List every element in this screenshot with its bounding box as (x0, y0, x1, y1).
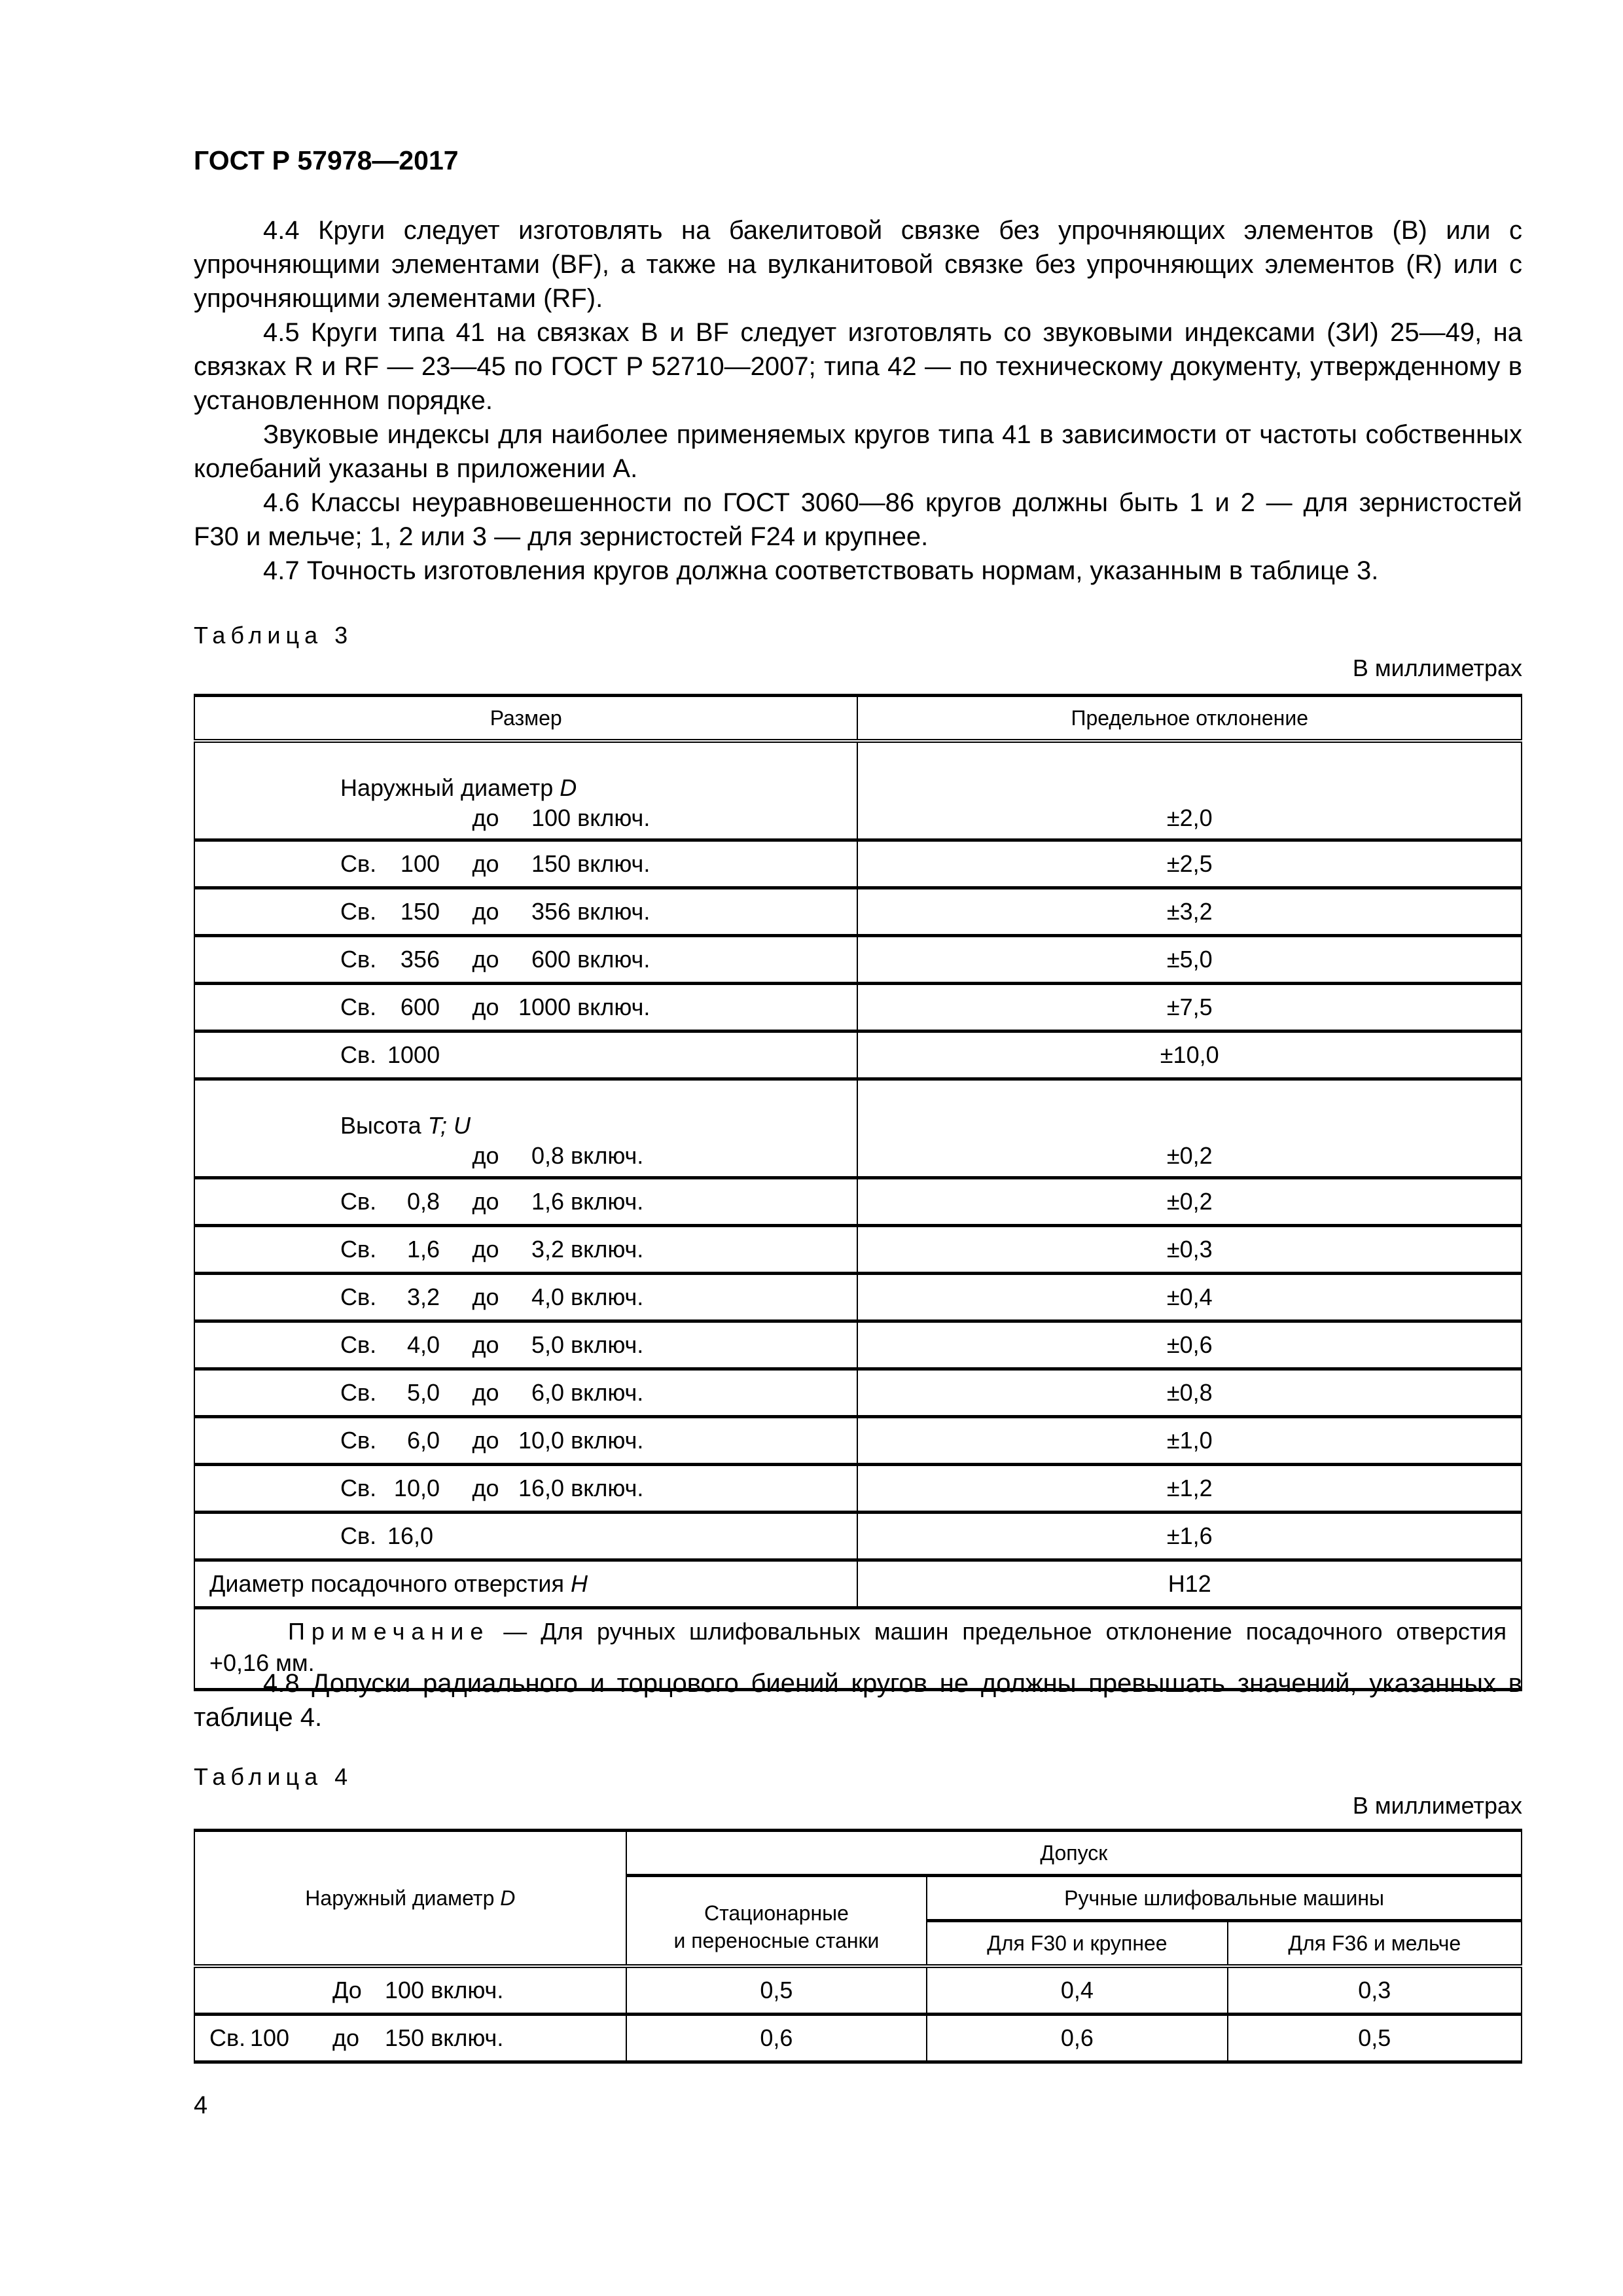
table-row (194, 1966, 1522, 2015)
table-row (194, 1226, 1522, 1274)
size-cell: Св. 16,0 (194, 1513, 857, 1560)
size-cell: Св. 6,0 до 10,0 включ. (194, 1417, 857, 1465)
paragraph-4-6: 4.6 Классы неуравновешенности по ГОСТ 3060—86 кругов должны быть 1 и 2 — для зернистостей F30 и мельче; 1, 2 или 3 — для зернистостей F24 и крупнее. (194, 488, 1522, 551)
table-row (194, 840, 1522, 888)
deviation-cell: ±0,2 (857, 1079, 1522, 1178)
size-cell: Св. 150 до 356 включ. (194, 888, 857, 936)
deviation-cell: ±0,8 (857, 1369, 1522, 1417)
diameter-cell: До 100 включ. (194, 1966, 626, 2015)
table4-caption: Таблица 4 (194, 1763, 353, 1790)
paragraph-4-5-sound-index: Звуковые индексы для наиболее применяемых кругов типа 41 в зависимости от частоты собственных колебаний указаны в приложении А. (194, 420, 1522, 483)
bore-value-cell: H12 (857, 1560, 1522, 1608)
coarse-cell: 0,4 (927, 1966, 1227, 2015)
deviation-cell: ±0,2 (857, 1178, 1522, 1226)
document-header: ГОСТ Р 57978—2017 (194, 145, 459, 175)
fine-cell: 0,3 (1228, 1966, 1522, 2015)
deviation-cell: ±10,0 (857, 1031, 1522, 1079)
deviation-cell: ±0,6 (857, 1321, 1522, 1369)
size-cell: Св. 1000 (194, 1031, 857, 1079)
size-cell: Наружный диаметр D до 100 включ. (194, 741, 857, 840)
table-row (194, 1274, 1522, 1321)
deviation-cell: ±0,3 (857, 1226, 1522, 1274)
paragraph-4-7: 4.7 Точность изготовления кругов должна соответствовать нормам, указанным в таблице 3. (263, 556, 1379, 585)
paragraph-4-4: 4.4 Круги следует изготовлять на бакелитовой связке без упрочняющих элементов (В) или с упрочняющими элементами (BF), а также на вулканитовой связке без упрочняющих элементов (R) или с упрочняющими элементами (RF). (194, 216, 1522, 313)
deviation-cell: ±1,2 (857, 1465, 1522, 1513)
table-row (194, 1031, 1522, 1079)
table4-header-stationary: Стационарные и переносные станки (626, 1876, 927, 1967)
table3-note: Примечание — Для ручных шлифовальных машин предельное отклонение посадочного отверстия +0,16 мм. (194, 1608, 1522, 1690)
table3-header-row (194, 696, 1522, 742)
table-row (194, 1513, 1522, 1560)
diameter-group-label: Наружный диаметр D (340, 774, 577, 801)
table-row (194, 2015, 1522, 2062)
paragraph-4-5: 4.5 Круги типа 41 на связках В и BF следует изготовлять со звуковыми индексами (ЗИ) 25—49, на связках R и RF — 23—45 по ГОСТ Р 52710—2007; типа 42 — по техническому документу, утвержденному в установленном порядке. (194, 318, 1522, 415)
size-cell: Св. 5,0 до 6,0 включ. (194, 1369, 857, 1417)
table4 (194, 1829, 1522, 2064)
deviation-cell: ±2,5 (857, 840, 1522, 888)
size-cell: Высота T; U до 0,8 включ. (194, 1079, 857, 1178)
table3 (194, 694, 1522, 1691)
page-number: 4 (194, 2092, 208, 2119)
deviation-cell: ±0,4 (857, 1274, 1522, 1321)
table3-caption: Таблица 3 (194, 622, 353, 649)
fine-cell: 0,5 (1228, 2015, 1522, 2062)
size-cell: Св. 4,0 до 5,0 включ. (194, 1321, 857, 1369)
table-row (194, 741, 1522, 840)
table3-header-size: Размер (194, 696, 857, 742)
table4-header-diameter: Наружный диаметр D (194, 1831, 626, 1967)
table-row (194, 936, 1522, 984)
table-row (194, 1321, 1522, 1369)
size-cell: Св. 0,8 до 1,6 включ. (194, 1178, 857, 1226)
size-cell: Св. 3,2 до 4,0 включ. (194, 1274, 857, 1321)
table-row (194, 1369, 1522, 1417)
table3-header-deviation: Предельное отклонение (857, 696, 1522, 742)
table3-unit: В миллиметрах (1352, 655, 1522, 681)
table-row (194, 888, 1522, 936)
size-cell: Св. 100 до 150 включ. (194, 840, 857, 888)
bore-label-cell: Диаметр посадочного отверстия H (194, 1560, 857, 1608)
table-row (194, 1465, 1522, 1513)
diameter-cell: Св. 100 до 150 включ. (194, 2015, 626, 2062)
table4-header-handheld: Ручные шлифовальные машины (927, 1876, 1522, 1921)
stationary-cell: 0,6 (626, 2015, 927, 2062)
size-cell: Св. 10,0 до 16,0 включ. (194, 1465, 857, 1513)
height-group-label: Высота T; U (340, 1112, 471, 1139)
deviation-cell: ±3,2 (857, 888, 1522, 936)
table-row (194, 984, 1522, 1031)
table-row-bore (194, 1560, 1522, 1608)
table-row (194, 1178, 1522, 1226)
table4-header-coarse: Для F30 и крупнее (927, 1921, 1227, 1967)
deviation-cell: ±2,0 (857, 741, 1522, 840)
size-cell: Св. 1,6 до 3,2 включ. (194, 1226, 857, 1274)
table-row (194, 1417, 1522, 1465)
table4-header-fine: Для F36 и мельче (1228, 1921, 1522, 1967)
deviation-cell: ±1,0 (857, 1417, 1522, 1465)
deviation-cell: ±7,5 (857, 984, 1522, 1031)
table4-header-tolerance: Допуск (626, 1831, 1522, 1876)
table4-unit: В миллиметрах (1352, 1792, 1522, 1819)
deviation-cell: ±5,0 (857, 936, 1522, 984)
deviation-cell: ±1,6 (857, 1513, 1522, 1560)
paragraph-4-8: 4.8 Допуски радиального и торцового биений кругов не должны превышать значений, указанных в таблице 4. (194, 1669, 1522, 1732)
size-cell: Св. 356 до 600 включ. (194, 936, 857, 984)
size-cell: Св. 600 до 1000 включ. (194, 984, 857, 1031)
stationary-cell: 0,5 (626, 1966, 927, 2015)
coarse-cell: 0,6 (927, 2015, 1227, 2062)
table-row (194, 1079, 1522, 1178)
